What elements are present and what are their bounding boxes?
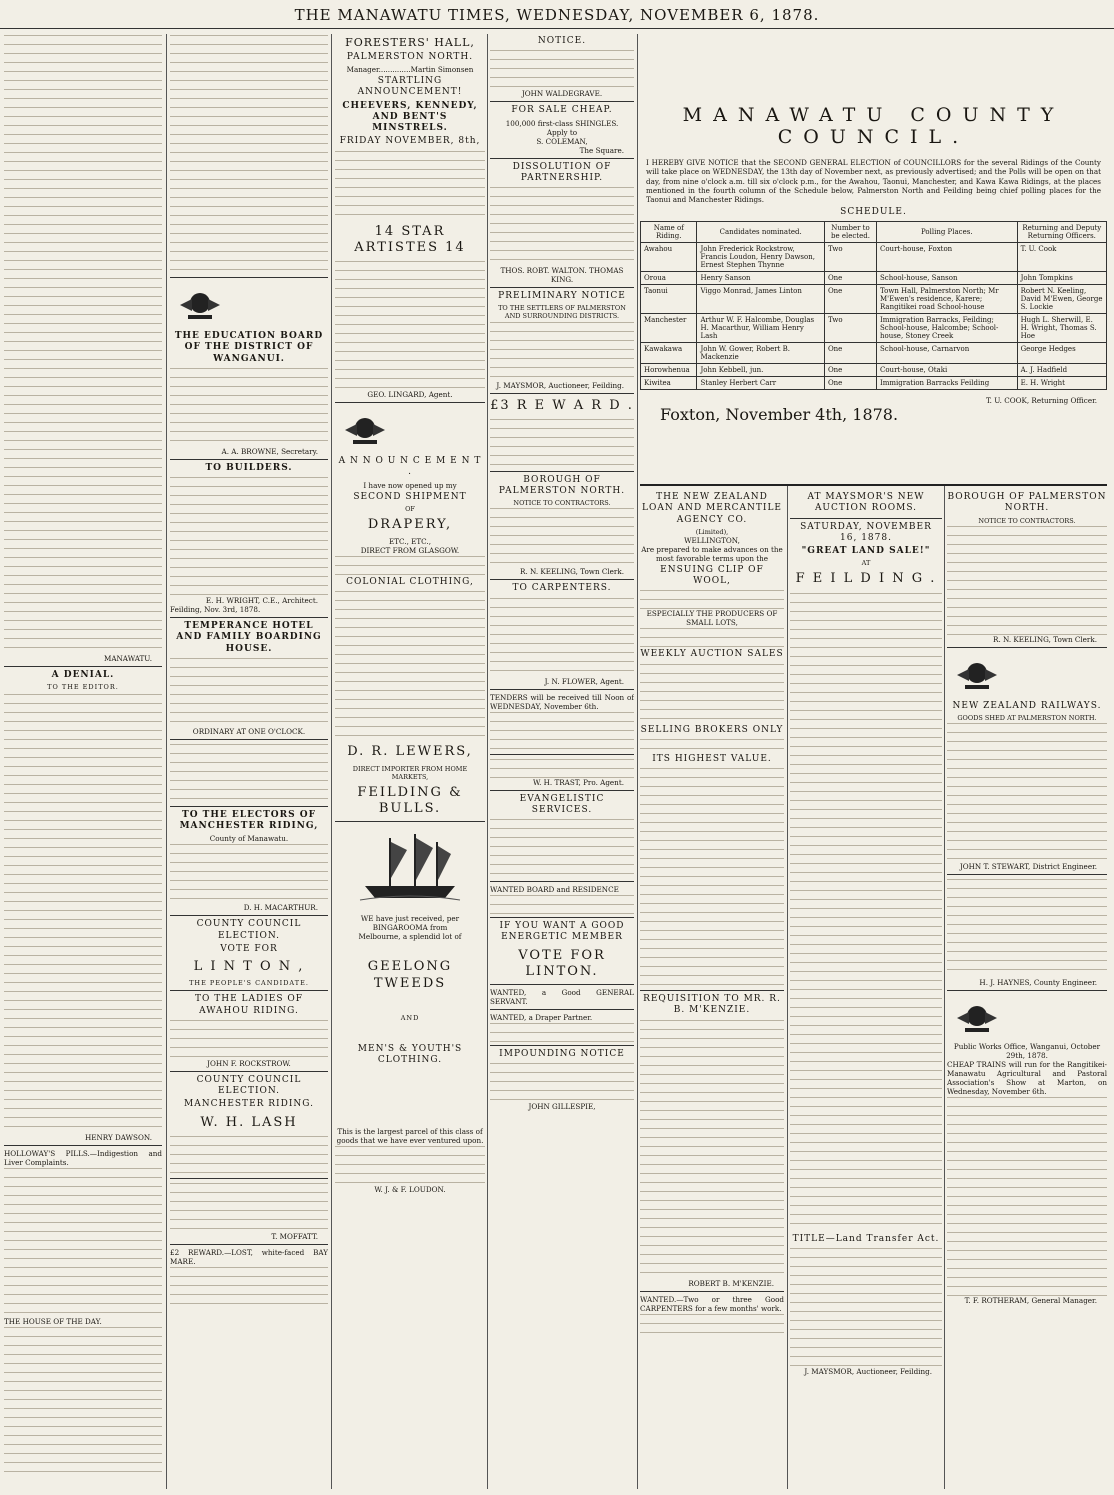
- ad-text: [640, 738, 784, 752]
- ad-text: This is the largest parcel of this class of goods that we have ever ventured upon.: [336, 1126, 484, 1145]
- ad-title: TO THE ELECTORS OF MANCHESTER RIDING,: [179, 809, 319, 831]
- ad-text: [640, 663, 784, 723]
- signature: THOS. ROBT. WALTON. THOMAS KING.: [500, 266, 624, 284]
- column-6: [790, 490, 942, 1489]
- schedule-header: Name of Riding.: [641, 221, 697, 242]
- ad-line: ITS HIGHEST VALUE.: [652, 753, 772, 764]
- table-cell-cands: John Kebbell, jun.: [697, 363, 824, 376]
- table-cell-officers: E. H. Wright: [1017, 376, 1106, 389]
- ad-line: TITLE—Land Transfer Act.: [792, 1233, 940, 1244]
- ad-headline: "GREAT LAND SALE!": [801, 546, 931, 556]
- table-cell-places: Court-house, Otaki: [876, 363, 1017, 376]
- subheading: TO THE EDITOR.: [47, 683, 119, 692]
- ad-title: TO THE LADIES OF AWAHOU RIDING.: [195, 994, 303, 1016]
- table-cell-places: Court-house, Foxton: [876, 242, 1017, 271]
- column-rule: [637, 34, 638, 1489]
- ad-line: AT: [861, 559, 871, 568]
- table-cell-officers: Robert N. Keeling, David M'Ewen, George S. Lockie: [1017, 284, 1106, 313]
- ad-line: Apply to: [546, 127, 578, 137]
- ad-line: MANCHESTER RIDING.: [184, 1099, 314, 1110]
- signature: T. MOFFATT.: [271, 1231, 318, 1241]
- ad-title: FOR SALE CHEAP.: [511, 105, 613, 116]
- signature: W. J. & F. LOUDON.: [374, 1184, 446, 1194]
- ad-sub: TO THE SETTLERS OF PALMERSTON AND SURROUNDING DISTRICTS.: [498, 304, 626, 321]
- ad-title: PRELIMINARY NOTICE: [498, 291, 626, 301]
- ad-text: [335, 590, 485, 740]
- signature: R. N. KEELING, Town Clerk.: [993, 634, 1097, 644]
- table-cell-num: One: [824, 363, 876, 376]
- ad-text: [640, 1019, 784, 1279]
- article-text: [4, 34, 162, 654]
- ad-title: TO CARPENTERS.: [512, 583, 612, 594]
- ad-text: [640, 627, 784, 647]
- table-cell-officers: T. U. Cook: [1017, 242, 1106, 271]
- ad-text: [490, 1062, 634, 1102]
- signature: JOHN WALDEGRAVE.: [521, 89, 603, 99]
- ad-text: [170, 843, 328, 903]
- council-text: I HEREBY GIVE NOTICE that the SECOND GENERAL ELECTION of COUNCILLORS for the several Ridings of the County will take place on WEDNESDAY, the 13th day of November next, as previously advertised; and the Polls will be open on that day, from nine o'clock a.m. till six o'clock p.m., for the Awahou, Taonui, Manchester, and Kawa Kawa Ridings, at the places mentioned in the fourth column of the Schedule below, Palmerston North and Feilding being chief polling places for the Taonui and Manchester Ridings.: [646, 158, 1101, 205]
- ad-line: Melbourne, a splendid lot of: [358, 932, 462, 942]
- table-cell-cands: Henry Sanson: [697, 271, 824, 284]
- table-row: [641, 363, 1107, 376]
- ad-text: [490, 711, 634, 751]
- table-cell-riding: Kawakawa: [641, 342, 697, 363]
- ad-headline: VOTE FOR LINTON.: [518, 947, 606, 979]
- ad-title: THE EDUCATION BOARD OF THE DISTRICT OF WANGANUI.: [174, 331, 324, 364]
- ad-title: AT MAYSMOR'S NEW AUCTION ROOMS.: [807, 492, 925, 514]
- heading: A DENIAL.: [51, 670, 115, 680]
- ad-lead: WANTED BOARD and RESIDENCE: [490, 885, 619, 895]
- ad-text: [947, 878, 1107, 978]
- ad-line: SATURDAY, NOVEMBER 16, 1878.: [800, 521, 932, 543]
- ad-line: VOTE FOR: [220, 943, 278, 954]
- table-cell-num: One: [824, 271, 876, 284]
- signature: MANAWATU.: [103, 654, 152, 663]
- article-text: [4, 693, 162, 1133]
- ad-lead: WANTED, a Draper Partner.: [490, 1013, 593, 1023]
- signature: J. N. FLOWER, Agent.: [544, 676, 624, 686]
- table-cell-places: Immigration Barracks, Feilding; School-house, Halcombe; School-house, Stoney Creek: [876, 313, 1017, 342]
- signature: HENRY DAWSON.: [84, 1133, 152, 1143]
- ad-text: [170, 1266, 328, 1306]
- ad-line: BINGAROOMA from: [372, 923, 448, 933]
- ad-line: FRIDAY NOVEMBER, 8th,: [339, 136, 481, 147]
- ad-line: DIRECT FROM GLASGOW.: [360, 546, 460, 556]
- signature: JOHN F. ROCKSTROW.: [207, 1058, 291, 1068]
- table-cell-riding: Manchester: [641, 313, 697, 342]
- ad-line: Public Works Office, Wanganui, October 29th, 1878.: [953, 1042, 1101, 1060]
- column-rule: [787, 486, 788, 1489]
- ad-lead: WANTED, a Good GENERAL SERVANT.: [490, 988, 634, 1007]
- ad-text: [640, 589, 784, 609]
- signature: E. H. WRIGHT, C.E., Architect.: [205, 596, 318, 605]
- ad-line: Are prepared to make advances on the most favorable terms upon the: [641, 544, 783, 563]
- ad-text: [490, 1022, 634, 1042]
- table-row: [641, 242, 1107, 271]
- council-notice: [640, 96, 1107, 424]
- ad-title: BOROUGH OF PALMERSTON NORTH.: [498, 474, 626, 496]
- signature: J. MAYSMOR, Auctioneer, Feilding.: [804, 1366, 932, 1376]
- column-rule: [944, 486, 945, 1489]
- crest-icon: [947, 998, 1007, 1036]
- ad-text: [335, 555, 485, 575]
- article-text: [170, 34, 328, 274]
- ad-lead: TENDERS will be received till Noon of WEDNESDAY, November 6th.: [490, 692, 634, 711]
- ad-text: [490, 507, 634, 567]
- signature: W. H. TRAST, Pro. Agent.: [532, 777, 624, 787]
- table-cell-places: School-house, Carnarvon: [876, 342, 1017, 363]
- table-row: [641, 284, 1107, 313]
- column-2: [170, 34, 328, 1489]
- ad-headline: FEILDING & BULLS.: [357, 784, 463, 817]
- table-cell-places: Town Hall, Palmerston North; Mr M'Ewen's residence, Karere; Rangitikei road School-house: [876, 284, 1017, 313]
- ad-headline: CHEEVERS, KENNEDY, AND BENT'S MINSTRELS.: [342, 100, 478, 133]
- ad-text: [170, 1182, 328, 1232]
- column-7: [947, 490, 1107, 1489]
- ad-headline: F E I L D I N G .: [795, 571, 937, 587]
- ad-headline: DRAPERY,: [367, 516, 453, 532]
- column-5: [640, 490, 784, 1489]
- ad-line: 100,000 first-class SHINGLES.: [505, 118, 619, 128]
- ad-text: [170, 476, 328, 596]
- council-title: MANAWATU COUNTY COUNCIL.: [682, 104, 1065, 148]
- column-rule: [487, 34, 488, 1489]
- table-cell-num: Two: [824, 313, 876, 342]
- crest-icon: [335, 410, 395, 448]
- ad-line: WE have just received, per: [360, 914, 460, 924]
- ad-line: STARTLING ANNOUNCEMENT!: [357, 76, 463, 98]
- ad-text: [490, 321, 634, 381]
- crest-icon: [947, 655, 1007, 693]
- ad-line: SELLING BROKERS ONLY: [640, 724, 784, 735]
- ad-text: [790, 1247, 942, 1367]
- signature: T. F. ROTHERAM, General Manager.: [964, 1296, 1097, 1305]
- ad-title: COUNTY COUNCIL ELECTION.: [196, 919, 302, 941]
- table-cell-cands: John Frederick Rockstrow, Francis Loudon, Henry Dawson, Ernest Stephen Thynne: [697, 242, 824, 271]
- ad-line: (Limited),: [695, 527, 729, 536]
- ad-line: IF YOU WANT A GOOD ENERGETIC MEMBER: [499, 921, 625, 943]
- ship-icon: [355, 828, 465, 908]
- ad-headline: D. R. LEWERS,: [347, 744, 473, 760]
- table-cell-officers: George Hedges: [1017, 342, 1106, 363]
- ad-sub: NOTICE TO CONTRACTORS.: [513, 499, 611, 508]
- masthead: [0, 6, 1114, 29]
- crest-icon: [170, 285, 230, 323]
- ad-title: EVANGELISTIC SERVICES.: [519, 793, 605, 815]
- ad-headline: W. H. LASH: [200, 1114, 298, 1130]
- ad-lead: WANTED.—Two or three Good CARPENTERS for a few months' work.: [640, 1294, 784, 1313]
- table-cell-riding: Awahou: [641, 242, 697, 271]
- table-cell-cands: Viggo Monrad, James Linton: [697, 284, 824, 313]
- ad-note: ORDINARY AT ONE O'CLOCK.: [192, 726, 306, 736]
- ad-title: DISSOLUTION OF PARTNERSHIP.: [512, 161, 612, 183]
- article-text: [4, 1326, 162, 1476]
- ad-line: I have now opened up my: [363, 480, 457, 490]
- ad-title: A N N O U N C E M E N T .: [338, 456, 482, 478]
- divider: [640, 484, 1107, 486]
- ad-headline: MEN'S & YOUTH'S CLOTHING.: [357, 1044, 463, 1066]
- article-lead: THE HOUSE OF THE DAY.: [4, 1317, 102, 1327]
- table-cell-places: Immigration Barracks Feilding: [876, 376, 1017, 389]
- ad-text: [170, 743, 328, 803]
- schedule-title: SCHEDULE.: [840, 206, 907, 217]
- ad-headline: GEELONG TWEEDS: [367, 959, 453, 991]
- table-cell-officers: Hugh L. Sherwill, E. H. Wright, Thomas S. Hoe: [1017, 313, 1106, 342]
- ad-text: [335, 1145, 485, 1185]
- ad-text: [170, 1135, 328, 1175]
- column-rule: [166, 34, 167, 1489]
- ad-sub: GOODS SHED AT PALMERSTON NORTH.: [957, 713, 1097, 722]
- ad-text: [490, 818, 634, 878]
- table-cell-num: One: [824, 342, 876, 363]
- ad-sub: County of Manawatu.: [209, 834, 289, 844]
- table-cell-riding: Oroua: [641, 271, 697, 284]
- ad-title: COUNTY COUNCIL ELECTION.: [196, 1074, 302, 1097]
- signature: JOHN GILLESPIE,: [528, 1102, 596, 1112]
- ad-line: ENSUING CLIP OF WOOL,: [660, 564, 764, 587]
- table-cell-cands: John W. Gower, Robert B. Mackenzie: [697, 342, 824, 363]
- ad-line: AND: [400, 1013, 420, 1022]
- ad-text: [335, 260, 485, 390]
- table-cell-cands: Stanley Herbert Carr: [697, 376, 824, 389]
- ad-lead: CHEAP TRAINS will run for the Rangitikei-Manawatu Agricultural and Pastoral Association's Show at Marton, on Wednesday, November 6th.: [947, 1060, 1107, 1096]
- schedule-header: Candidates nominated.: [697, 221, 824, 242]
- ad-text: [640, 767, 784, 987]
- ad-text: [490, 418, 634, 468]
- schedule-header: Returning and Deputy Returning Officers.: [1017, 221, 1106, 242]
- ad-headline: L I N T O N ,: [193, 959, 305, 974]
- schedule-header: Number to be elected.: [824, 221, 876, 242]
- ad-line: THE PEOPLE'S CANDIDATE.: [189, 979, 309, 988]
- table-cell-cands: Arthur W. F. Halcombe, Douglas H. Macarthur, William Henry Lash: [697, 313, 824, 342]
- ad-title: BOROUGH OF PALMERSTON NORTH.: [947, 492, 1107, 514]
- date: Foxton, November 4th, 1878.: [660, 404, 899, 424]
- ad-line: WEEKLY AUCTION SALES: [640, 649, 784, 660]
- ad-line: The Square.: [579, 145, 624, 155]
- ad-text: [170, 657, 328, 727]
- ad-text: [490, 894, 634, 914]
- article-text: [4, 1167, 162, 1317]
- ad-text: [947, 1096, 1107, 1296]
- ad-text: [170, 367, 328, 447]
- schedule-header: Polling Places.: [876, 221, 1017, 242]
- signature: D. H. MACARTHUR.: [243, 903, 318, 913]
- ad-line: ETC., ETC.,: [389, 537, 431, 547]
- signature: H. J. HAYNES, County Engineer.: [979, 978, 1097, 987]
- ad-text: [790, 592, 942, 1232]
- table-cell-num: Two: [824, 242, 876, 271]
- ad-line: SECOND SHIPMENT: [353, 491, 467, 502]
- ad-text: [947, 525, 1107, 635]
- signature: R. N. KEELING, Town Clerk.: [520, 567, 624, 577]
- ad-sub: PALMERSTON NORTH.: [346, 51, 474, 62]
- ad-sub: NOTICE TO CONTRACTORS.: [978, 516, 1076, 525]
- ad-text: [170, 1019, 328, 1059]
- ad-title: FORESTERS' HALL,: [345, 36, 475, 49]
- ad-title: REQUISITION TO MR. R. B. M'KENZIE.: [643, 994, 781, 1016]
- signature: S. COLEMAN,: [536, 136, 588, 146]
- column-3: [335, 34, 485, 1489]
- ad-text: [490, 49, 634, 89]
- ad-text: [490, 597, 634, 677]
- table-cell-officers: A. J. Hadfield: [1017, 363, 1106, 376]
- column-rule: [331, 34, 332, 1489]
- table-row: [641, 271, 1107, 284]
- ad-title: THE NEW ZEALAND LOAN AND MERCANTILE AGENCY CO.: [642, 492, 782, 525]
- ad-headline: 14 STAR ARTISTES 14: [354, 223, 466, 255]
- ad-title: NEW ZEALAND RAILWAYS.: [952, 700, 1102, 711]
- ad-line: Manager..............Martin Simonsen: [346, 65, 474, 74]
- ad-title: NOTICE.: [537, 36, 587, 46]
- ad-title: TO BUILDERS.: [205, 462, 293, 473]
- table-cell-num: One: [824, 284, 876, 313]
- table-cell-num: One: [824, 376, 876, 389]
- ad-title: £2 REWARD.—LOST, white-faced BAY MARE.: [170, 1247, 328, 1266]
- table-row: [641, 313, 1107, 342]
- schedule-table: [640, 221, 1107, 390]
- ad-title: £3 R E W A R D .: [490, 397, 634, 413]
- ad-line: COLONIAL CLOTHING,: [346, 577, 474, 588]
- table-cell-riding: Horowhenua: [641, 363, 697, 376]
- ad-line: ESPECIALLY THE PRODUCERS OF SMALL LOTS,: [646, 609, 778, 628]
- ad-text: [335, 150, 485, 220]
- ad-line: OF: [405, 504, 415, 513]
- ad-title: IMPOUNDING NOTICE: [499, 1049, 625, 1060]
- signature: J. MAYSMOR, Auctioneer, Feilding.: [496, 380, 624, 390]
- table-cell-officers: John Tompkins: [1017, 271, 1106, 284]
- masthead-title: THE MANAWATU TIMES, WEDNESDAY, NOVEMBER 6, 1878.: [294, 6, 820, 24]
- table-cell-places: School-house, Sanson: [876, 271, 1017, 284]
- ad-text: [490, 186, 634, 266]
- signature: T. U. COOK, Returning Officer.: [985, 395, 1097, 405]
- signature: JOHN T. STEWART, District Engineer.: [959, 862, 1097, 871]
- table-cell-riding: Taonui: [641, 284, 697, 313]
- date: Feilding, Nov. 3rd, 1878.: [170, 605, 261, 614]
- column-4: [490, 34, 634, 1489]
- ad-text: [490, 758, 634, 778]
- ad-text: [947, 722, 1107, 862]
- ad-text: [640, 1313, 784, 1333]
- column-1: [4, 34, 162, 1489]
- table-row: [641, 376, 1107, 389]
- signature: A. A. BROWNE, Secretary.: [221, 446, 318, 456]
- signature: ROBERT B. M'KENZIE.: [688, 1278, 774, 1288]
- ad-line: DIRECT IMPORTER FROM HOME MARKETS,: [352, 764, 468, 781]
- ad-line: WELLINGTON,: [684, 535, 740, 545]
- article-lead: HOLLOWAY'S PILLS.—Indigestion and Liver Complaints.: [4, 1149, 162, 1168]
- table-row: [641, 342, 1107, 363]
- ad-title: TEMPERANCE HOTEL AND FAMILY BOARDING HOUSE.: [176, 621, 322, 654]
- table-cell-riding: Kiwitea: [641, 376, 697, 389]
- signature: GEO. LINGARD, Agent.: [367, 390, 453, 399]
